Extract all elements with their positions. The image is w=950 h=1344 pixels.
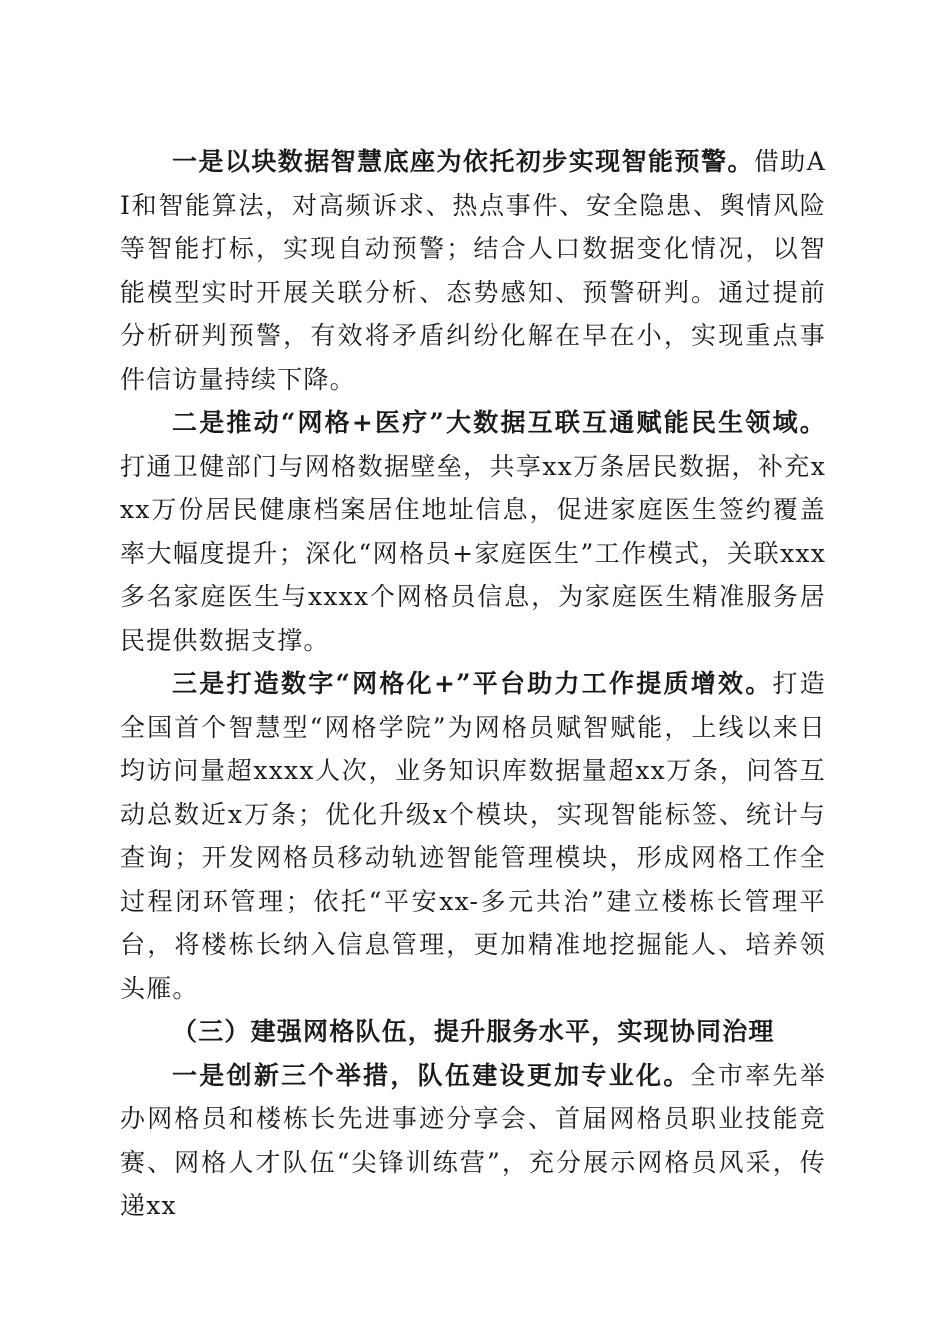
section-heading: （三）建强网格队伍，提升服务水平，实现协同治理 — [172, 1017, 775, 1046]
paragraph-body: 借助AI和智能算法，对高频诉求、热点事件、安全隐患、舆情风险等智能打标，实现自动预警；结合人口数据变化情况，以智能模型实时开展关联分析、态势感知、预警研判。通过提前分析研判预警，有效将矛盾纠纷化解在早在小，实现重点事件信访量持续下降。 — [120, 147, 827, 394]
paragraph-lead: 一是以块数据智慧底座为依托初步实现智能预警。 — [172, 147, 754, 176]
paragraph-body: 打造全国首个智慧型“网格学院”为网格员赋智赋能，上线以来日均访问量超xxxx人次，业务知识库数据量超xx万条，问答互动总数近x万条；优化升级x个模块，实现智能标签、统计与查询；开发网格员移动轨迹智能管理模块，形成网格工作全过程闭环管理；依托“平安xx-多元共治”建立楼栋长管理平台，将楼栋长纳入信息管理，更加精准地挖掘能人、培养领头雁。 — [120, 669, 827, 1003]
paragraph-lead: 一是创新三个举措，队伍建设更加专业化。 — [172, 1060, 691, 1090]
document-body — [120, 140, 826, 1228]
paragraph-body: 全市率先举办网格员和楼栋长先进事迹分享会、首届网格员职业技能竞赛、网格人才队伍“尖锋训练营”，充分展示网格员风采，传递xx — [120, 1060, 826, 1220]
paragraph-team-building — [120, 1054, 826, 1228]
paragraph-smart-warning — [120, 140, 826, 401]
paragraph-body: 打通卫健部门与网格数据壁垒，共享xx万条居民数据，补充xxx万份居民健康档案居住地址信息，促进家庭医生签约覆盖率大幅度提升；深化“网格员+家庭医生”工作模式，关联xxx多名家庭医生与xxxx个网格员信息，为家庭医生精准服务居民提供数据支撑。 — [120, 451, 826, 655]
paragraph-grid-medical — [120, 401, 826, 662]
paragraph-digital-platform — [120, 662, 826, 1010]
paragraph-lead: 三是打造数字“网格化+”平台助力工作提质增效。 — [172, 669, 773, 698]
paragraph-lead: 二是推动“网格+医疗”大数据互联互通赋能民生领域。 — [172, 408, 826, 437]
